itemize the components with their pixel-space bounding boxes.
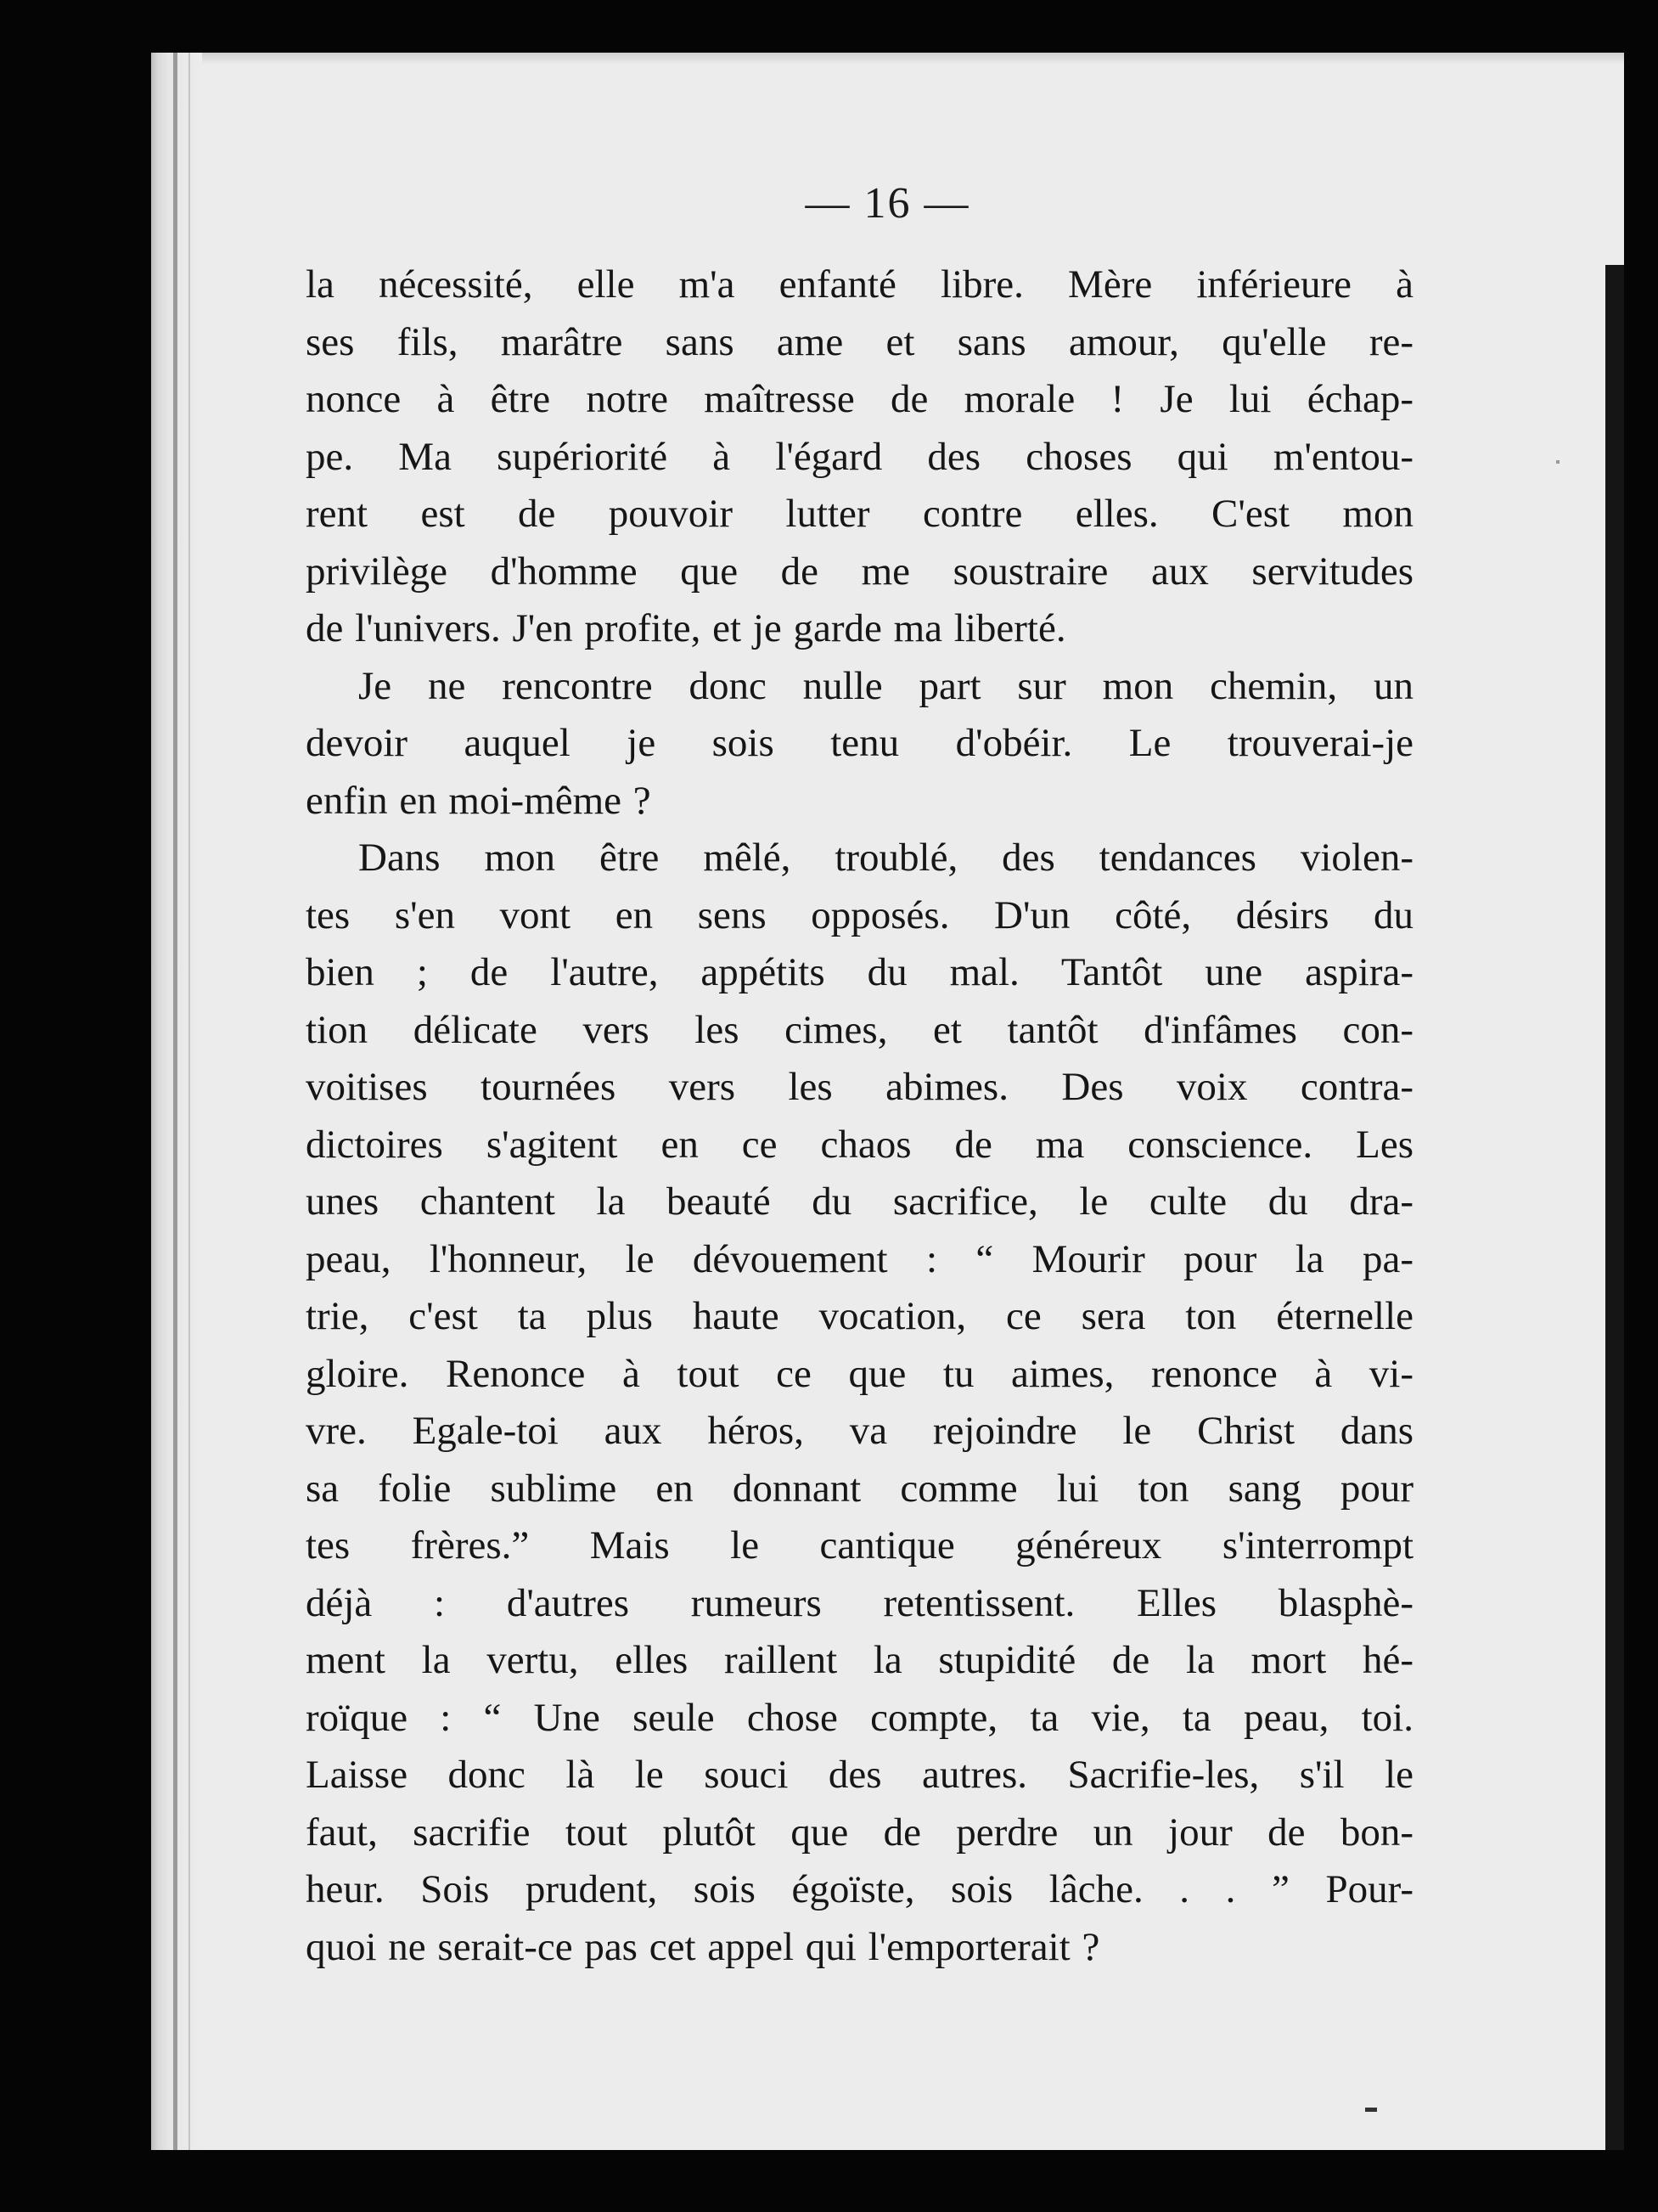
page-number: — 16 — [805,179,970,228]
text-line: nonce à être notre maîtresse de morale ! Je lui échap- [306,377,1414,421]
text-line: tes s'en vont en sens opposés. D'un côté, désirs du [306,892,1414,937]
text-line: Je ne rencontre donc nulle part sur mon chemin, un [358,663,1414,708]
text-line: tion délicate vers les cimes, et tantôt d'infâmes con- [306,1007,1414,1052]
paragraph [306,658,1414,830]
text-line: bien ; de l'autre, appétits du mal. Tantôt une aspira- [306,950,1414,994]
text-line: dictoires s'agitent en ce chaos de ma conscience. Les [306,1122,1414,1167]
text-line: trie, c'est ta plus haute vocation, ce sera ton éternelle [306,1294,1414,1338]
text-line: la nécessité, elle m'a enfanté libre. Mère inférieure à [306,262,1414,307]
text-line: faut, sacrifie tout plutôt que de perdre un jour de bon- [306,1810,1414,1855]
paragraph [306,830,1414,1976]
binding-line-thin [188,53,190,2150]
text-line: voitises tournées vers les abimes. Des voix contra- [306,1065,1414,1109]
text-line: peau, l'honneur, le dévouement : “ Mourir pour la pa- [306,1236,1414,1281]
text-line: ment la vertu, elles raillent la stupidité de la mort hé- [306,1638,1414,1682]
book-page [151,53,1624,2150]
text-line: roïque : “ Une seule chose compte, ta vie, ta peau, toi. [306,1695,1414,1740]
text-line: de l'univers. J'en profite, et je garde ma liberté. [306,606,1066,650]
text-line: déjà : d'autres rumeurs retentissent. Elles blasphè- [306,1580,1414,1625]
paragraph [306,256,1414,658]
text-line: unes chantent la beauté du sacrifice, le culte du dra- [306,1179,1414,1224]
text-line: tes frères.” Mais le cantique généreux s'interrompt [306,1523,1414,1568]
print-speck [1556,460,1560,464]
text-line: Dans mon être mêlé, troublé, des tendances violen- [358,836,1414,880]
page-right-edge [1605,265,1624,2150]
text-line: vre. Egale-toi aux héros, va rejoindre le Christ dans [306,1409,1414,1453]
text-line: ses fils, marâtre sans ame et sans amour, qu'elle re- [306,319,1414,364]
text-line: enfin en moi-même ? [306,778,651,823]
text-line: gloire. Renonce à tout ce que tu aimes, renonce à vi- [306,1351,1414,1396]
page-top-shadow [151,53,1624,65]
text-line: quoi ne serait-ce pas cet appel qui l'emporterait ? [306,1924,1100,1969]
text-line: pe. Ma supériorité à l'égard des choses qui m'entou- [306,434,1414,479]
text-line: heur. Sois prudent, sois égoïste, sois lâche. . . ” Pour- [306,1867,1414,1911]
binding-line [173,53,177,2150]
text-line: Laisse donc là le souci des autres. Sacrifie-les, s'il le [306,1753,1414,1797]
text-line: sa folie sublime en donnant comme lui ton sang pour [306,1466,1414,1511]
print-speck [1365,2108,1377,2112]
body-text [306,256,1414,1976]
text-line: privilège d'homme que de me soustraire aux servitudes [306,549,1414,594]
text-line: devoir auquel je sois tenu d'obéir. Le trouverai-je [306,721,1414,765]
text-line: rent est de pouvoir lutter contre elles. C'est mon [306,492,1414,536]
